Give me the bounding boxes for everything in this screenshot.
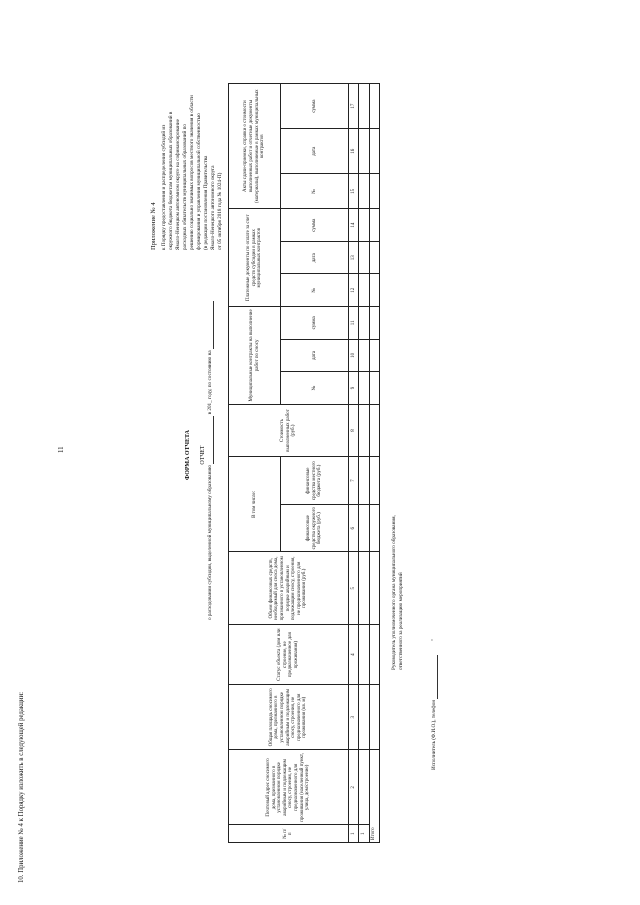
form-description	[208, 301, 214, 620]
date-blank-line	[213, 301, 214, 349]
appendix-line: Ямало-Ненецком автономном округе на софинансирование	[175, 119, 181, 250]
header-index: № п/п	[229, 825, 349, 843]
table-cell	[369, 307, 379, 340]
column-number: 6	[348, 504, 358, 552]
appendix-title: Приложение № 4	[150, 202, 157, 250]
total-row	[369, 84, 379, 843]
form-subtitle: ОТЧЕТ	[200, 445, 206, 465]
table-cell	[369, 504, 379, 552]
table-cell	[359, 457, 369, 505]
page-number: 11	[58, 446, 65, 453]
header-regional-funds: финансовые средства окружного бюджета (руб.)	[281, 504, 348, 552]
header-contract-no: №	[281, 372, 348, 405]
row-index: 1	[359, 825, 369, 843]
column-number: 7	[348, 457, 358, 505]
table-cell	[369, 552, 379, 625]
signature-line-1: Руководитель уполномоченного органа муниципального образования,	[391, 515, 397, 670]
table-cell	[359, 552, 369, 625]
signature-line-2: ответственного за реализацию мероприятий	[398, 572, 404, 670]
executor-label: Исполнитель (Ф.И.О.), телефон	[431, 699, 437, 770]
column-number: 2	[348, 750, 358, 825]
header-payment-date: дата	[281, 241, 348, 274]
table-cell	[359, 274, 369, 307]
report-table	[228, 83, 380, 843]
header-including: В том числе:	[229, 457, 281, 552]
table-cell	[359, 129, 369, 174]
table-cell	[359, 625, 369, 685]
name-blank-line	[213, 416, 214, 464]
table-cell	[369, 457, 379, 505]
column-number: 8	[348, 404, 358, 457]
table-cell	[359, 685, 369, 750]
table-cell	[369, 372, 379, 405]
table-cell	[369, 274, 379, 307]
column-number: 3	[348, 685, 358, 750]
form-title: ФОРМА ОТЧЕТА	[185, 429, 191, 481]
appendix-line: окружного бюджета бюджетам муниципальных образований в	[168, 111, 174, 250]
header-contracts: Муниципальные контракты на выполнение работ по сносу	[229, 307, 281, 405]
column-number: 4	[348, 625, 358, 685]
table-cell	[359, 404, 369, 457]
header-act-date: дата	[281, 129, 348, 174]
table-cell	[369, 129, 379, 174]
form-description-text: о расходовании субсидии, выделенной муниципальному образованию	[207, 464, 213, 620]
table-cell	[369, 625, 379, 685]
header-act-no: №	[281, 174, 348, 209]
column-numbers-row	[348, 84, 358, 843]
table-cell	[359, 241, 369, 274]
header-area: Общая площадь сносимого дома, признанного в установленном порядке аварийным и подлежащим сносу, строения, не предназначенного для проживания (кв. м)	[229, 685, 349, 750]
column-number: 1	[348, 825, 358, 843]
quote-mark: "	[431, 639, 437, 642]
column-number: 13	[348, 241, 358, 274]
column-number: 15	[348, 174, 358, 209]
table-cell	[359, 504, 369, 552]
table-cell	[369, 685, 379, 750]
appendix-line: решению социально значимых вопросов местного значения в области	[189, 95, 195, 250]
header-cost: Стоимость выполненных работ (руб.)	[229, 404, 349, 457]
table-cell	[359, 372, 369, 405]
table-cell	[359, 307, 369, 340]
appendix-line: (в редакции постановления Правительства	[203, 155, 209, 250]
column-number: 5	[348, 552, 358, 625]
header-contract-date: дата	[281, 339, 348, 372]
table-row	[359, 84, 369, 843]
column-number: 14	[348, 209, 358, 242]
table-cell	[369, 174, 379, 209]
form-date-line: в 201_ году, по состоянию на	[207, 350, 213, 415]
column-number: 9	[348, 372, 358, 405]
appendix-line: формирования и управления муниципальной собственностью	[196, 113, 202, 250]
intro-line: 10. Приложение № 4 к Порядку изложить в следующей редакции:	[18, 692, 25, 883]
appendix-line: Ямало-Ненецкого автономного округа	[210, 165, 216, 250]
table-cell	[369, 339, 379, 372]
header-payment-sum: сумма	[281, 209, 348, 242]
table-cell	[359, 209, 369, 242]
header-payments: Платежные документы по оплате за счет средств субсидии в рамках муниципальных контрактов	[229, 209, 281, 307]
column-number: 10	[348, 339, 358, 372]
table-cell	[359, 750, 369, 825]
appendix-line: от 05 октября 2018 года № 1024-П)	[217, 172, 223, 250]
column-number: 11	[348, 307, 358, 340]
header-act-sum: сумма	[281, 84, 348, 129]
appendix-line: к Порядку предоставления и распределения субсидий из	[161, 124, 167, 250]
column-number: 16	[348, 129, 358, 174]
column-number: 12	[348, 274, 358, 307]
header-contract-sum: сумма	[281, 307, 348, 340]
header-status: Статус объекта (дом или строение, не предназначенное для проживания)	[229, 625, 349, 685]
header-acts: Акты сдачи-приемки, справки о стоимости выполненных работ и отчетные документы (материалы), выполняемые в рамках муниципальных контрактов	[229, 84, 281, 209]
header-funding-volume: Объем финансовых средств, необходимый для сноса дома, признанного в установленном порядке аварийным и подлежащим сносу, строения, не предназначенного для проживания (руб.)	[229, 552, 349, 625]
table-cell	[359, 84, 369, 129]
executor-block	[432, 639, 438, 770]
table-cell	[369, 209, 379, 242]
table-cell	[359, 174, 369, 209]
table-cell	[359, 339, 369, 372]
header-local-funds: финансовые средства местного бюджета (руб.)	[281, 457, 348, 505]
executor-blank-line	[437, 655, 438, 699]
total-label: Итого	[369, 750, 379, 843]
column-number: 17	[348, 84, 358, 129]
table-cell	[369, 404, 379, 457]
appendix-line: расходных обязательств муниципальных образований по	[182, 124, 188, 250]
table-cell	[369, 84, 379, 129]
table-cell	[369, 241, 379, 274]
header-address: Почтовый адрес сносимого дома, признанного в установленном порядке аварийным и подлежащим сносу, строения, не предназначенного для проживания (населенный пункт, улица, дом/строение)	[229, 750, 349, 825]
header-payment-no: №	[281, 274, 348, 307]
